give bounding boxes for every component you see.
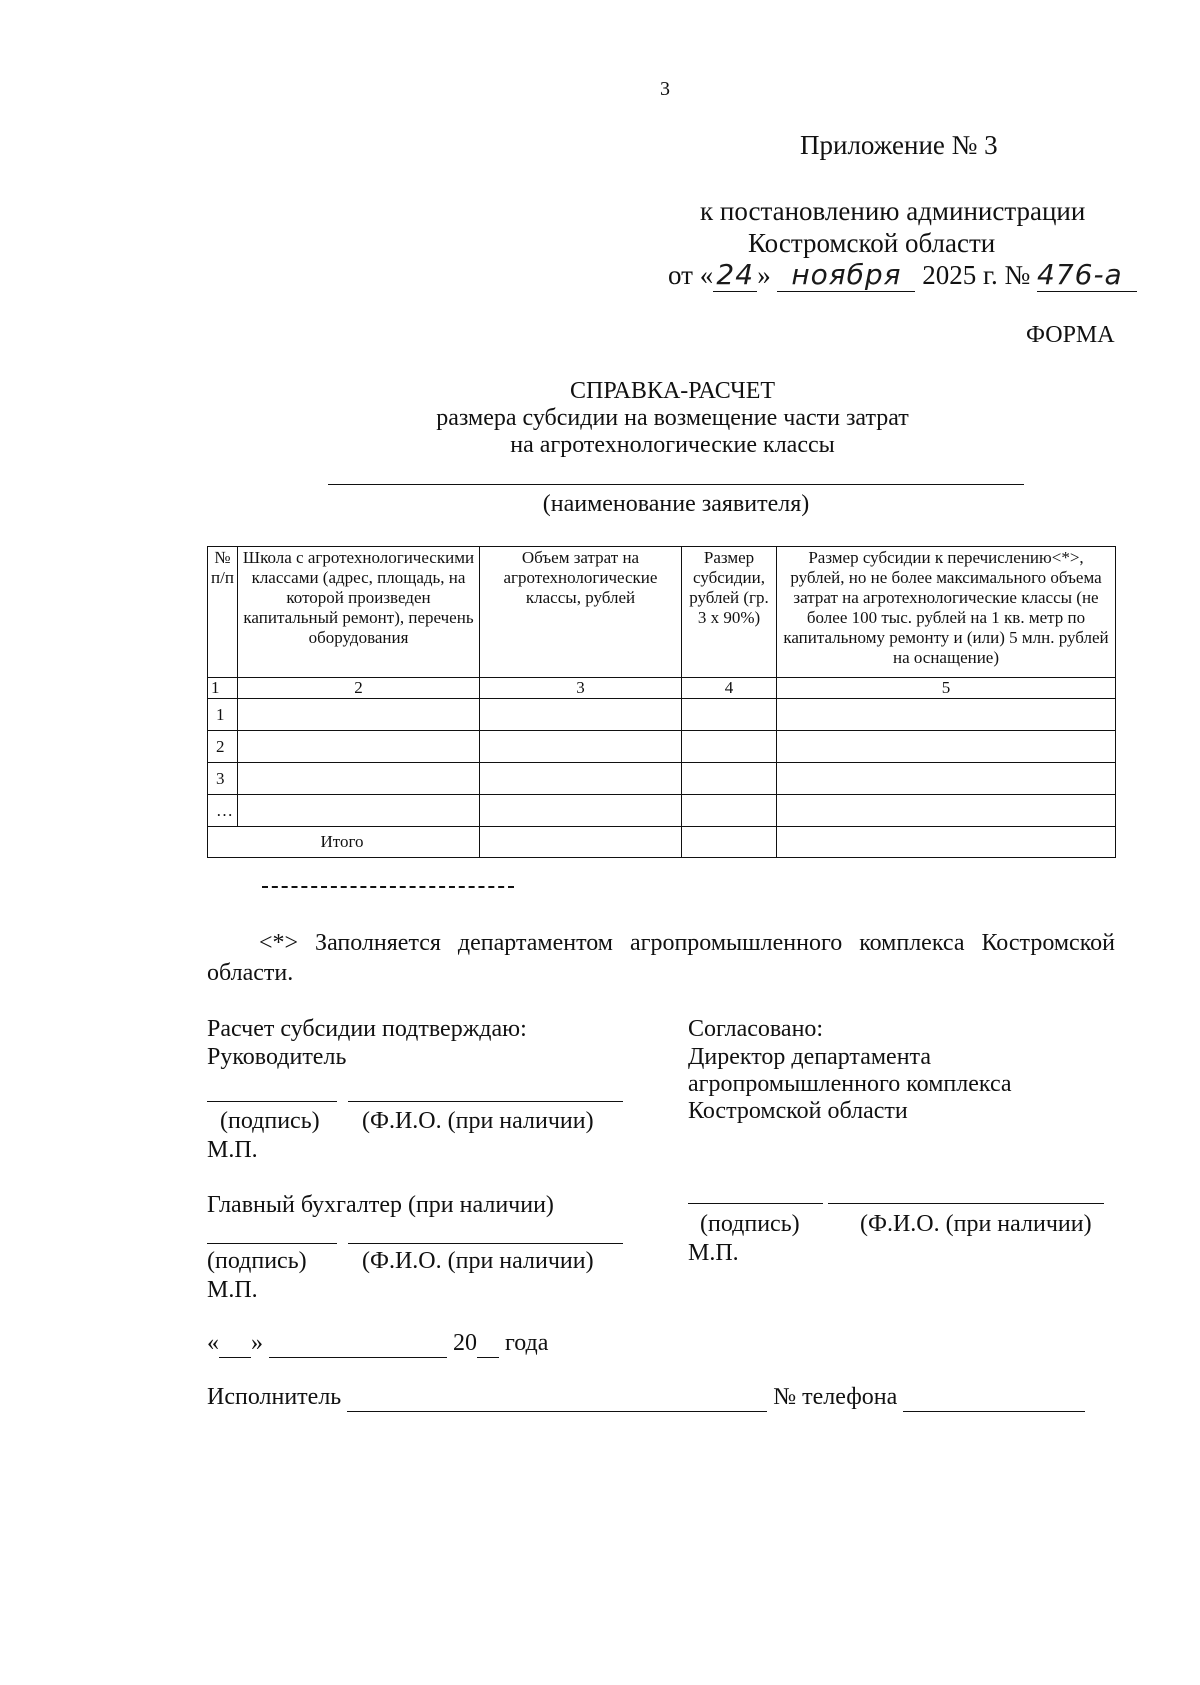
- column-number: 4: [682, 678, 777, 699]
- row-number: …: [208, 795, 238, 827]
- header-cell: Школа с агротехнологическими классами (адрес, площадь, на которой произведен капитальный ремонт), перечень оборудования: [238, 547, 480, 678]
- table-cell: [480, 827, 682, 858]
- resolution-date-line: [668, 258, 1137, 292]
- director-signature-line: [688, 1203, 823, 1204]
- phone-label: № телефона: [773, 1384, 898, 1410]
- header-cell: № п/п: [208, 547, 238, 678]
- column-number: 3: [480, 678, 682, 699]
- date-open-quote: «: [207, 1330, 219, 1356]
- doc-title: СПРАВКА-РАСЧЕТ: [569, 378, 776, 404]
- director-stamp: М.П.: [688, 1240, 739, 1266]
- date-prefix: от «: [668, 260, 714, 290]
- table-cell: [682, 827, 777, 858]
- header-cell: Объем затрат на агротехнологические классы, рублей: [480, 547, 682, 678]
- table-cell: [238, 795, 480, 827]
- accountant-signature-caption: (подпись): [207, 1248, 307, 1274]
- confirm-label: Расчет субсидии подтверждаю:: [207, 1016, 527, 1042]
- table-cell: [777, 795, 1116, 827]
- table-row: [208, 763, 1116, 795]
- head-signature-caption: (подпись): [220, 1108, 320, 1134]
- table-cell: [238, 699, 480, 731]
- director-signature-caption: (подпись): [700, 1211, 800, 1237]
- date-fill-line: [207, 1330, 548, 1358]
- date-century: 20: [453, 1330, 477, 1356]
- column-number: 2: [238, 678, 480, 699]
- table-header-row: [208, 547, 1116, 678]
- accountant-name-caption: (Ф.И.О. (при наличии): [362, 1248, 594, 1274]
- agreed-label: Согласовано:: [688, 1016, 824, 1042]
- table-cell: [777, 699, 1116, 731]
- phone-blank: [903, 1384, 1085, 1412]
- date-day-handwritten: 24: [713, 258, 757, 292]
- executor-label: Исполнитель: [207, 1384, 342, 1410]
- director-name-caption: (Ф.И.О. (при наличии): [860, 1211, 1092, 1237]
- executor-blank: [347, 1384, 767, 1412]
- total-label: Итого: [208, 827, 480, 858]
- resolution-line-1: к постановлению администрации: [700, 196, 1086, 226]
- table-cell: [682, 699, 777, 731]
- footnote-separator: [262, 886, 514, 888]
- head-name-line: [348, 1101, 623, 1102]
- table-cell: [682, 763, 777, 795]
- table-cell: [480, 731, 682, 763]
- director-name-line: [828, 1203, 1104, 1204]
- date-year-word: года: [505, 1330, 549, 1356]
- footnote-text: <*> Заполняется департаментом агропромышленного комплекса Костромской области.: [207, 930, 1115, 986]
- head-stamp: М.П.: [207, 1137, 258, 1163]
- table-row: [208, 731, 1116, 763]
- date-month-handwritten: ноября: [777, 258, 915, 292]
- date-year: 2025 г. №: [922, 260, 1031, 290]
- accountant-label: Главный бухгалтер (при наличии): [207, 1192, 554, 1218]
- table-row: [208, 795, 1116, 827]
- header-cell: Размер субсидии к перечислению<*>, рублей, но не более максимального объема затрат на агротехнологические классы (не более 100 тыс. рублей на 1 кв. метр по капитальному ремонту и (или) 5 млн. рублей на оснащение): [777, 547, 1116, 678]
- table-cell: [238, 731, 480, 763]
- director-line-3: Костромской области: [688, 1098, 908, 1124]
- table-column-numbers-row: [208, 678, 1116, 699]
- table-cell: [777, 827, 1116, 858]
- table-cell: [682, 731, 777, 763]
- date-mid: »: [757, 260, 771, 290]
- head-label: Руководитель: [207, 1044, 347, 1070]
- column-number: 1: [208, 678, 238, 699]
- applicant-caption: (наименование заявителя): [542, 491, 810, 517]
- table-cell: [480, 763, 682, 795]
- row-number: 2: [208, 731, 238, 763]
- day-blank: [219, 1330, 251, 1358]
- subsidy-table: [207, 546, 1116, 858]
- table-cell: [480, 795, 682, 827]
- director-line-2: агропромышленного комплекса: [688, 1071, 1012, 1097]
- row-number: 1: [208, 699, 238, 731]
- table-cell: [682, 795, 777, 827]
- accountant-name-line: [348, 1243, 623, 1244]
- accountant-signature-line: [207, 1243, 337, 1244]
- table-cell: [238, 763, 480, 795]
- head-signature-line: [207, 1101, 337, 1102]
- year-blank: [477, 1330, 499, 1358]
- doc-number-handwritten: 476-а: [1037, 258, 1137, 292]
- page-number: 3: [660, 78, 670, 100]
- column-number: 5: [777, 678, 1116, 699]
- table-cell: [480, 699, 682, 731]
- accountant-stamp: М.П.: [207, 1277, 258, 1303]
- table-cell: [777, 731, 1116, 763]
- header-cell: Размер субсидии, рублей (гр. 3 х 90%): [682, 547, 777, 678]
- table-cell: [777, 763, 1116, 795]
- table-row: [208, 699, 1116, 731]
- form-label: ФОРМА: [1026, 322, 1115, 348]
- month-blank: [269, 1330, 447, 1358]
- date-close-quote: »: [251, 1330, 263, 1356]
- applicant-name-line: [328, 484, 1024, 485]
- doc-subtitle-2: на агротехнологические классы: [510, 432, 835, 458]
- row-number: 3: [208, 763, 238, 795]
- director-line-1: Директор департамента: [688, 1044, 931, 1070]
- appendix-title: Приложение № 3: [800, 130, 998, 160]
- executor-line: [207, 1384, 1085, 1412]
- table-total-row: [208, 827, 1116, 858]
- doc-subtitle-1: размера субсидии на возмещение части затрат: [436, 405, 909, 431]
- head-name-caption: (Ф.И.О. (при наличии): [362, 1108, 594, 1134]
- resolution-line-2: Костромской области: [748, 228, 996, 258]
